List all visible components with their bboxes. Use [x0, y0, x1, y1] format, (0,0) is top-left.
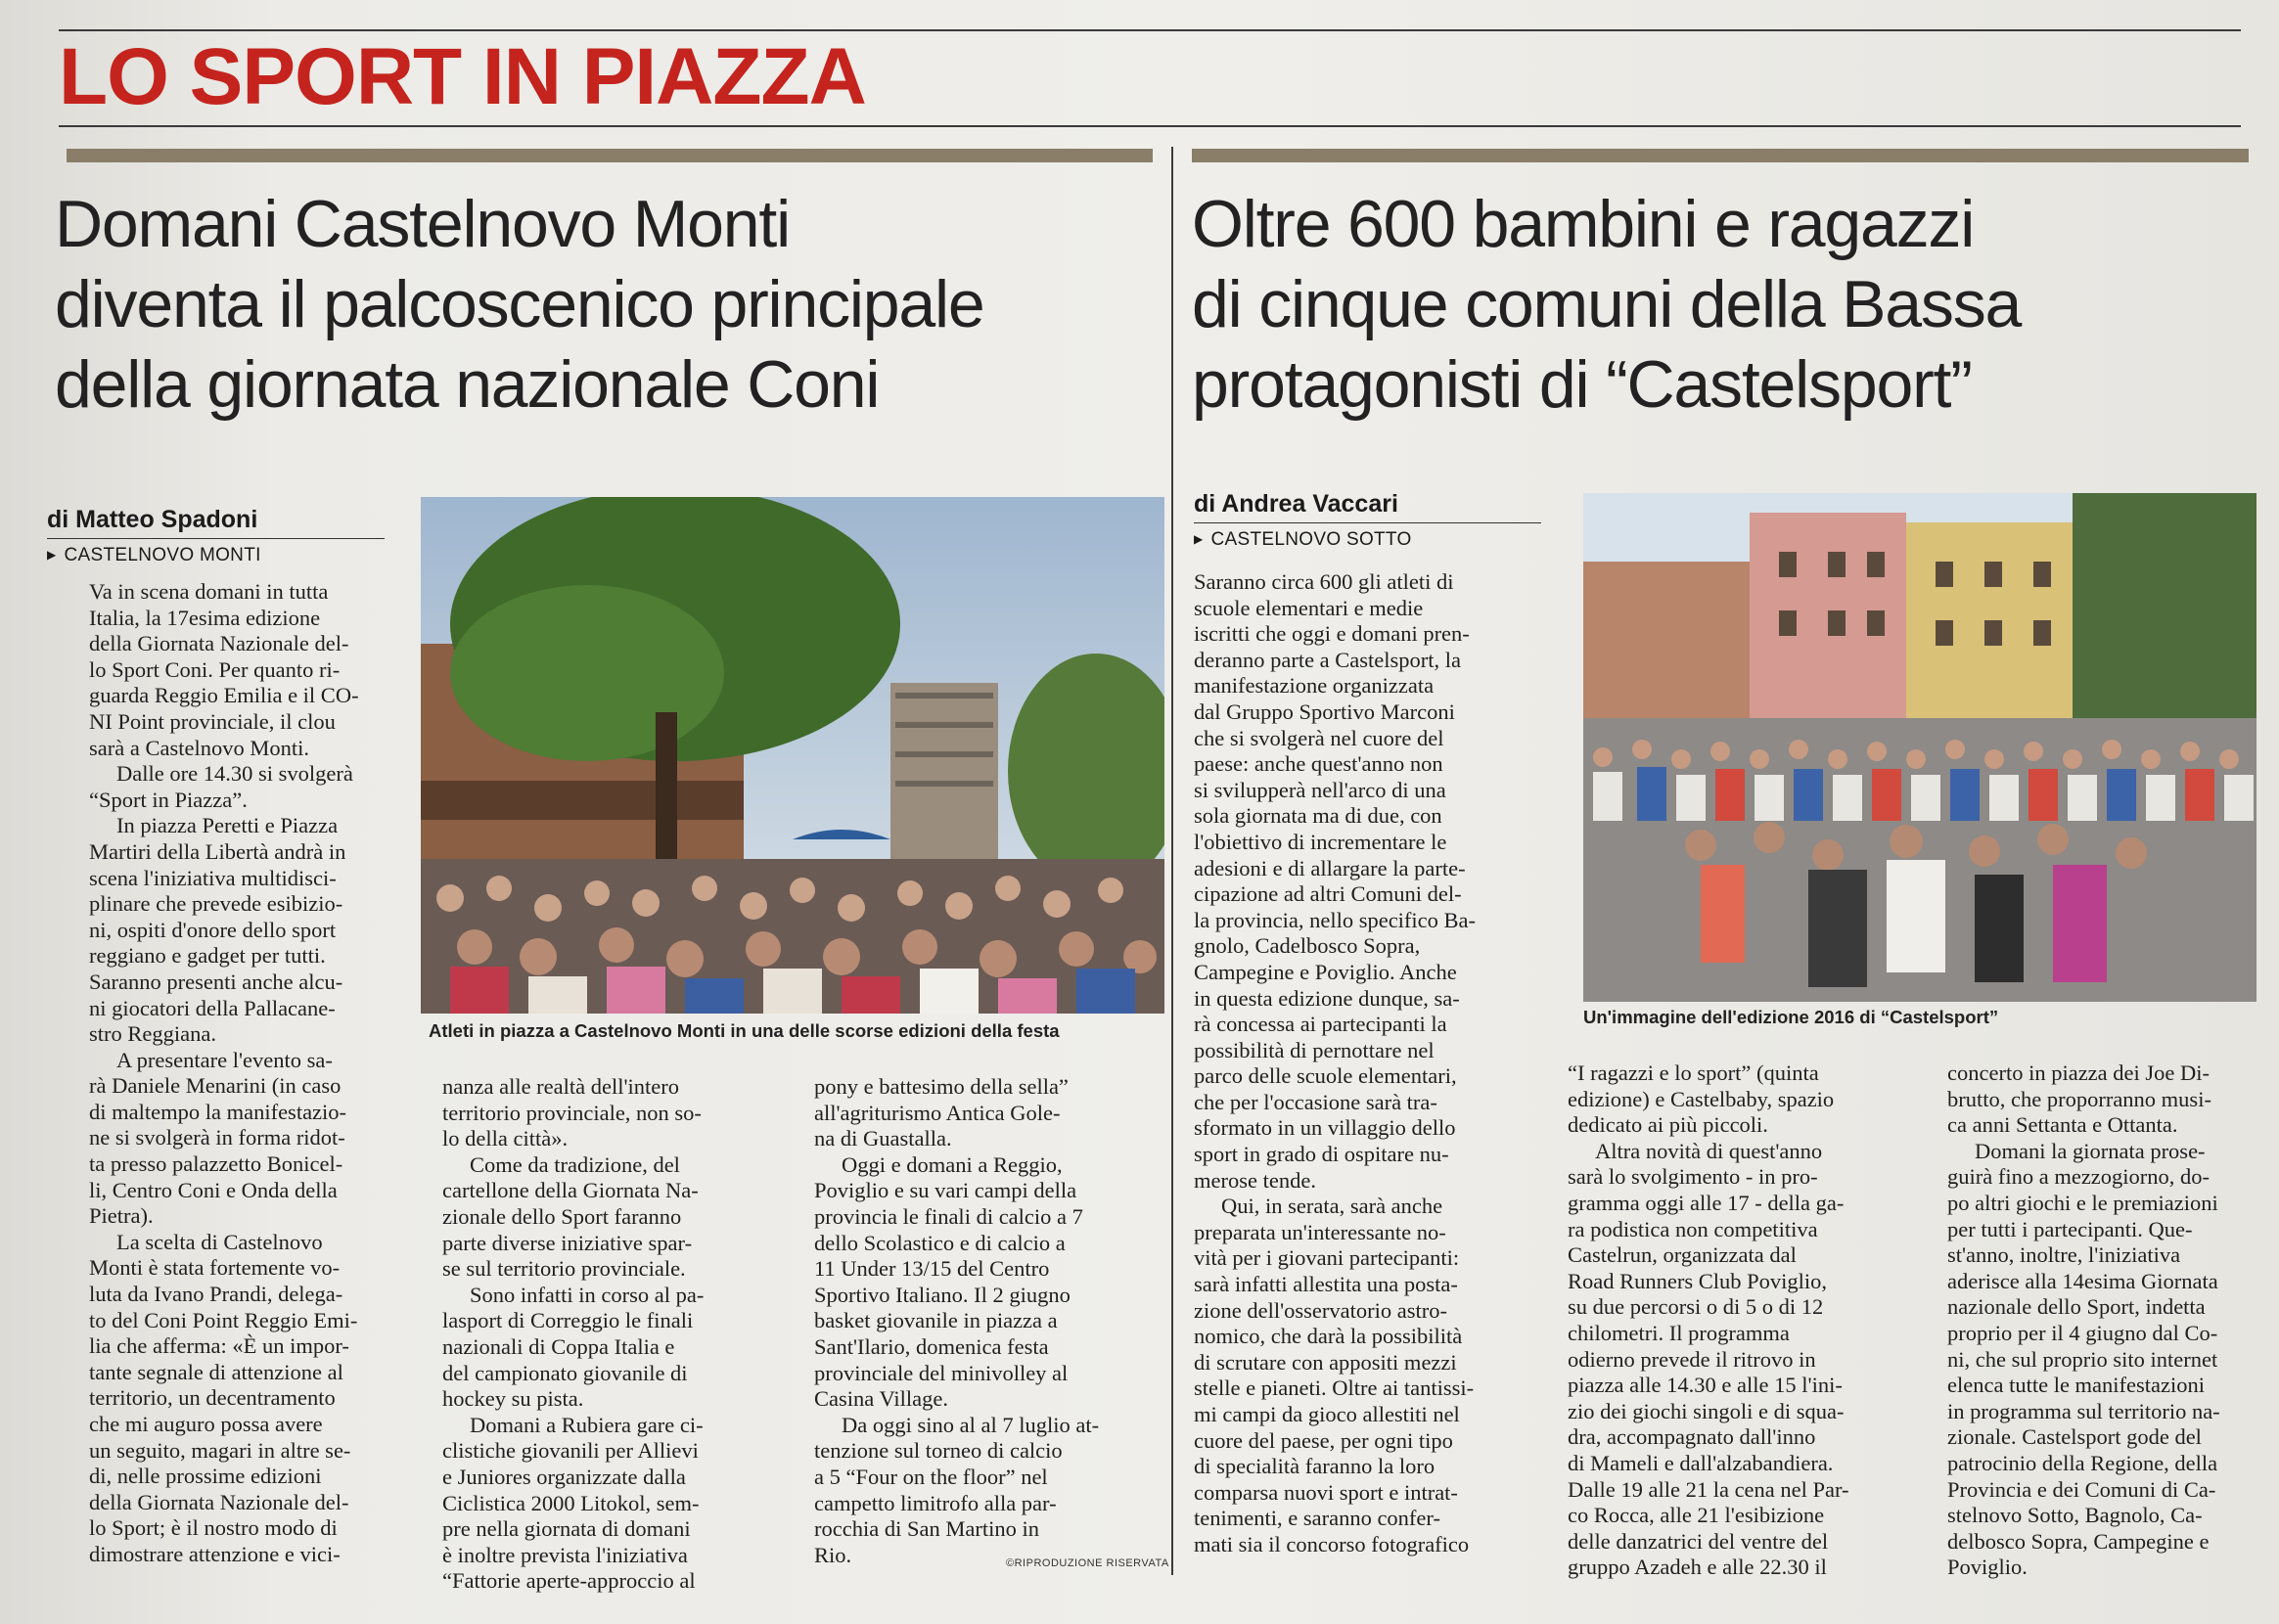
text-line: stro Reggiana.: [89, 1021, 216, 1047]
copyright-notice: ©RIPRODUZIONE RISERVATA: [1006, 1557, 1169, 1569]
text-line: nazionali di Coppa Italia e: [442, 1333, 675, 1359]
text-line: gruppo Azadeh e alle 22.30 il: [1568, 1555, 1827, 1580]
header-rule: [59, 125, 2241, 127]
text-line: a 5 “Four on the floor” nel: [814, 1464, 1048, 1489]
text-line: st'anno, inoltre, l'iniziativa: [1947, 1242, 2181, 1268]
top-rule: [59, 29, 2241, 31]
text-line: Provincia e dei Comuni di Ca-: [1947, 1476, 2216, 1502]
text-line: manifestazione organizzata: [1194, 673, 1435, 699]
text-line: ni, che sul proprio sito internet: [1947, 1346, 2218, 1372]
text-line: che per l'occasione sarà tra-: [1194, 1089, 1437, 1114]
text-line: co Rocca, alle 21 l'esibizione: [1568, 1503, 1825, 1528]
text-line: to del Coni Point Reggio Emi-: [89, 1307, 358, 1332]
text-line: In piazza Peretti e Piazza: [116, 813, 339, 838]
text-line: clistiche giovanili per Allievi: [442, 1438, 699, 1464]
text-line: comparsa nuovi sport e intrat-: [1194, 1479, 1458, 1505]
text-line: 11 Under 13/15 del Centro: [814, 1256, 1050, 1282]
text-line: Sportivo Italiano. Il 2 giugno: [814, 1282, 1071, 1307]
text-line: Martiri della Libertà andrà in: [89, 838, 346, 864]
text-line: territorio provinciale, non so-: [442, 1100, 702, 1125]
text-line: in programma sul territorio na-: [1947, 1398, 2220, 1423]
right-photo-image: [1583, 493, 2256, 1002]
text-line: preparata un'interessante no-: [1194, 1219, 1446, 1244]
text-line: gnolo, Cadelbosco Sopra,: [1194, 933, 1421, 959]
text-line: Dalle 19 alle 21 la cena nel Par-: [1568, 1476, 1849, 1502]
left-column-2: [442, 1074, 753, 1595]
text-line: ne si svolgerà in forma ridot-: [89, 1125, 345, 1150]
right-headline-line: protagonisti di “Castelsport”: [1192, 347, 1972, 422]
left-byline: [47, 505, 385, 569]
text-line: e Juniores organizzate dalla: [442, 1464, 686, 1489]
left-headline: [55, 184, 1161, 425]
text-line: del campionato giovanile di: [442, 1360, 688, 1385]
text-line: Casina Village.: [814, 1386, 948, 1412]
text-line: lo Sport Coni. Per quanto ri-: [89, 656, 341, 682]
text-line: sarà infatti allestita una posta-: [1194, 1272, 1458, 1297]
text-line: l'obiettivo di incrementare le: [1194, 829, 1447, 854]
text-line: tenimenti, e saranno confer-: [1194, 1506, 1440, 1531]
text-line: reggiano e gadget per tutti.: [89, 943, 326, 969]
text-line: Castelrun, organizzata dal: [1568, 1242, 1797, 1268]
text-line: cipazione ad altri Comuni del-: [1194, 881, 1462, 907]
text-line: provinciale del minivolley al: [814, 1360, 1069, 1385]
left-headline-line: della giornata nazionale Coni: [55, 347, 880, 422]
text-line: nomico, che darà la possibilità: [1194, 1324, 1463, 1349]
text-line: rà concessa ai partecipanti la: [1194, 1012, 1447, 1037]
text-line: paese: anche quest'anno non: [1194, 751, 1443, 777]
text-line: Sono infatti in corso al pa-: [470, 1282, 705, 1307]
text-line: Pietra).: [89, 1203, 154, 1229]
text-line: aderisce alla 14esima Giornata: [1947, 1268, 2218, 1293]
text-line: rà Daniele Menarini (in caso: [89, 1073, 342, 1099]
text-line: stelle e pianeti. Oltre ai tantissi-: [1194, 1376, 1475, 1401]
text-line: na di Guastalla.: [814, 1126, 952, 1151]
right-article-bar: [1192, 149, 2249, 162]
text-line: delbosco Sopra, Campegine e: [1947, 1528, 2210, 1554]
right-dateline: ▶ CASTELNOVO SOTTO: [1194, 527, 1541, 554]
text-line: zionale. Castelsport gode del: [1947, 1424, 2202, 1450]
text-line: sola giornata ma di due, con: [1194, 803, 1442, 829]
text-line: Oggi e domani a Reggio,: [842, 1151, 1063, 1177]
text-line: cartellone della Giornata Na-: [442, 1178, 699, 1203]
text-line: piazza alle 14.30 e alle 15 l'ini-: [1568, 1373, 1843, 1398]
text-line: edizione) e Castelbaby, spazio: [1568, 1086, 1835, 1111]
text-line: guirà fino a mezzogiorno, do-: [1947, 1164, 2211, 1190]
text-line: lo della città».: [442, 1126, 569, 1151]
text-line: dra, accompagnato dall'inno: [1568, 1424, 1816, 1450]
text-line: Come da tradizione, del: [470, 1151, 680, 1177]
text-line: patrocinio della Regione, della: [1947, 1450, 2218, 1475]
text-line: ra podistica non competitiva: [1568, 1216, 1818, 1241]
text-line: La scelta di Castelnovo: [116, 1229, 323, 1254]
text-line: territorio, un decentramento: [89, 1385, 336, 1411]
text-line: di specialità faranno la loro: [1194, 1454, 1436, 1479]
text-line: Altra novità di quest'anno: [1595, 1138, 1823, 1163]
text-line: nanza alle realtà dell'intero: [442, 1074, 680, 1099]
column-divider: [1171, 147, 1173, 1575]
text-line: un seguito, magari in altre se-: [89, 1437, 351, 1463]
text-line: vità per i giovani partecipanti:: [1194, 1245, 1460, 1271]
text-line: della Giornata Nazionale del-: [89, 1489, 349, 1514]
text-line: ca anni Settanta e Ottanta.: [1947, 1112, 2178, 1138]
text-line: mati sia il concorso fotografico: [1194, 1531, 1470, 1556]
text-line: scena l'iniziativa multidisci-: [89, 865, 337, 890]
right-byline: [1194, 489, 1541, 554]
left-headline-line: Domani Castelnovo Monti: [55, 187, 790, 261]
left-article-bar: [67, 149, 1153, 162]
text-line: merose tende.: [1194, 1167, 1316, 1193]
text-line: ni, ospiti d'onore dello sport: [89, 917, 337, 942]
text-line: mi campi da gioco allestiti nel: [1194, 1402, 1460, 1426]
text-line: Road Runners Club Poviglio,: [1568, 1268, 1828, 1293]
text-line: zio dei giochi singoli e di squa-: [1568, 1398, 1845, 1423]
text-line: zionale dello Sport faranno: [442, 1203, 682, 1229]
text-line: gramma oggi alle 17 - della ga-: [1568, 1190, 1845, 1215]
text-line: luta da Ivano Prandi, delega-: [89, 1282, 343, 1307]
text-line: delle danzatrici del ventre del: [1568, 1528, 1829, 1554]
text-line: campetto limitrofo alla par-: [814, 1490, 1057, 1515]
text-line: dello Scolastico e di calcio a: [814, 1230, 1066, 1255]
text-line: Dalle ore 14.30 si svolgerà: [116, 761, 353, 787]
text-line: sport in grado di ospitare nu-: [1194, 1142, 1449, 1167]
text-line: Domani la giornata prose-: [1975, 1138, 2206, 1163]
text-line: po altri giochi e le premiazioni: [1947, 1190, 2218, 1215]
text-line: dedicato ai più piccoli.: [1568, 1112, 1768, 1138]
text-line: della Giornata Nazionale del-: [89, 631, 349, 656]
text-line: Ciclistica 2000 Litokol, sem-: [442, 1490, 700, 1515]
text-line: ni giocatori della Pallacane-: [89, 995, 336, 1020]
text-line: Da oggi sino al al 7 luglio at-: [842, 1412, 1100, 1437]
text-line: nazionale dello Sport, indetta: [1947, 1294, 2206, 1320]
left-column-1: [89, 579, 388, 1568]
text-line: su due percorsi o di 5 o di 12: [1568, 1294, 1824, 1320]
section-title: LO SPORT IN PIAZZA: [59, 32, 866, 121]
text-line: se sul territorio provinciale.: [442, 1256, 686, 1282]
text-line: Poviglio e su vari campi della: [814, 1178, 1077, 1203]
text-line: parco delle scuole elementari,: [1194, 1063, 1457, 1089]
text-line: guarda Reggio Emilia e il CO-: [89, 683, 359, 708]
text-line: di scrutare con appositi mezzi: [1194, 1349, 1457, 1375]
text-line: ta presso palazzetto Bonicel-: [89, 1151, 343, 1177]
text-line: Qui, in serata, sarà anche: [1221, 1194, 1443, 1219]
text-line: elenca tutte le manifestazioni: [1947, 1373, 2206, 1398]
text-line: proprio per il 4 giugno dal Co-: [1947, 1320, 2218, 1345]
text-line: adesioni e di allargare la parte-: [1194, 855, 1466, 880]
text-line: per tutti i partecipanti. Que-: [1947, 1216, 2193, 1241]
text-line: Campegine e Poviglio. Anche: [1194, 959, 1457, 984]
right-headline: [1192, 184, 2258, 425]
text-line: di, nelle prossime edizioni: [89, 1464, 322, 1489]
text-line: rocchia di San Martino in: [814, 1516, 1039, 1542]
text-line: in questa edizione dunque, sa-: [1194, 985, 1460, 1011]
text-line: concerto in piazza dei Joe Di-: [1947, 1060, 2211, 1085]
text-line: NI Point provinciale, il clou: [89, 708, 336, 734]
text-line: che si svolgerà nel cuore del: [1194, 725, 1444, 750]
text-line: A presentare l'evento sa-: [116, 1047, 333, 1072]
text-line: basket giovanile in piazza a: [814, 1308, 1058, 1333]
text-line: tenzione sul torneo di calcio: [814, 1438, 1063, 1464]
text-line: provincia le finali di calcio a 7: [814, 1203, 1083, 1229]
text-line: sformato in un villaggio dello: [1194, 1115, 1456, 1141]
right-headline-line: di cinque comuni della Bassa: [1192, 267, 2022, 341]
text-line: Italia, la 17esima edizione: [89, 605, 321, 630]
right-photo-caption: Un'immagine dell'edizione 2016 di “Castelsport”: [1583, 1007, 1999, 1027]
text-line: di maltempo la manifestazio-: [89, 1099, 347, 1124]
text-line: Poviglio.: [1947, 1555, 2028, 1580]
right-headline-line: Oltre 600 bambini e ragazzi: [1192, 187, 1975, 261]
text-line: che mi auguro possa avere: [89, 1412, 323, 1436]
text-line: plinare che prevede esibizio-: [89, 891, 343, 917]
text-line: parte diverse iniziative spar-: [442, 1230, 693, 1255]
right-column-3: [1947, 1060, 2256, 1581]
left-column-3: [814, 1074, 1164, 1568]
text-line: lo Sport; è il nostro modo di: [89, 1515, 338, 1541]
text-line: è inoltre prevista l'iniziativa: [442, 1542, 688, 1567]
text-line: pre nella giornata di domani: [442, 1516, 691, 1542]
text-line: scuole elementari e medie: [1194, 595, 1424, 620]
left-photo: [421, 497, 1164, 1014]
text-line: “Sport in Piazza”.: [89, 787, 248, 812]
text-line: deranno parte a Castelsport, la: [1194, 647, 1462, 672]
left-photo-caption: Atleti in piazza a Castelnovo Monti in una delle scorse edizioni della festa: [429, 1020, 1060, 1041]
text-line: tante segnale di attenzione al: [89, 1359, 343, 1384]
text-line: possibilità di pernottare nel: [1194, 1037, 1435, 1062]
text-line: hockey su pista.: [442, 1386, 584, 1412]
text-line: sarà lo svolgimento - in pro-: [1568, 1164, 1818, 1190]
text-line: Domani a Rubiera gare ci-: [470, 1412, 704, 1437]
left-photo-image: [421, 497, 1164, 1014]
text-line: Va in scena domani in tutta: [89, 579, 329, 604]
text-line: stelnovo Sotto, Bagnolo, Ca-: [1947, 1503, 2203, 1528]
text-line: si svilupperà nell'arco di una: [1194, 777, 1446, 802]
text-line: dimostrare attenzione e vici-: [89, 1541, 341, 1566]
left-author: di Matteo Spadoni: [47, 505, 385, 539]
text-line: Rio.: [814, 1542, 852, 1567]
right-author: di Andrea Vaccari: [1194, 489, 1541, 523]
text-line: zione dell'osservatorio astro-: [1194, 1297, 1447, 1323]
text-line: “I ragazzi e lo sport” (quinta: [1568, 1060, 1819, 1085]
text-line: cuore del paese, per ogni tipo: [1194, 1427, 1453, 1453]
text-line: odierno prevede il ritrovo in: [1568, 1346, 1816, 1372]
right-column-1: [1194, 569, 1544, 1558]
text-line: Sant'Ilario, domenica festa: [814, 1333, 1049, 1359]
text-line: all'agriturismo Antica Gole-: [814, 1100, 1061, 1125]
text-line: chilometri. Il programma: [1568, 1320, 1790, 1345]
left-headline-line: diventa il palcoscenico principale: [55, 267, 984, 341]
text-line: Saranno circa 600 gli atleti di: [1194, 569, 1454, 594]
text-line: iscritti che oggi e domani pren-: [1194, 621, 1470, 647]
text-line: Saranno presenti anche alcu-: [89, 969, 343, 994]
text-line: “Fattorie aperte-approccio al: [442, 1568, 696, 1594]
text-line: pony e battesimo della sella”: [814, 1074, 1069, 1099]
text-line: Monti è stata fortemente vo-: [89, 1255, 341, 1281]
text-line: di Mameli e dall'alzabandiera.: [1568, 1450, 1834, 1475]
text-line: lasport di Correggio le finali: [442, 1308, 694, 1333]
right-photo: [1583, 493, 2256, 1002]
left-dateline: ▶ CASTELNOVO MONTI: [47, 543, 385, 569]
text-line: brutto, che proporranno musi-: [1947, 1086, 2211, 1111]
text-line: la provincia, nello specifico Ba-: [1194, 907, 1477, 932]
text-line: li, Centro Coni e Onda della: [89, 1177, 338, 1202]
right-column-2: [1568, 1060, 1898, 1581]
text-line: lia che afferma: «È un impor-: [89, 1333, 349, 1359]
text-line: dal Gruppo Sportivo Marconi: [1194, 699, 1455, 724]
text-line: sarà a Castelnovo Monti.: [89, 735, 309, 760]
